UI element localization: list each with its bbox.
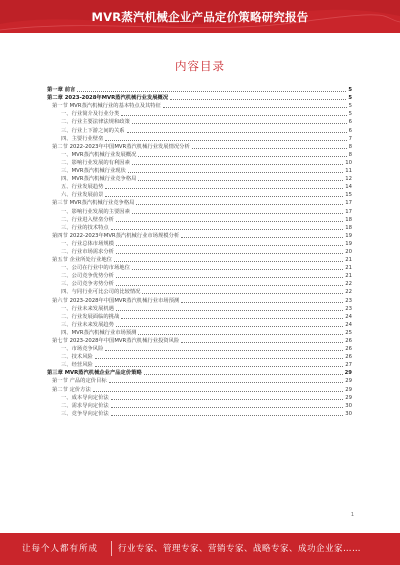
toc-entry[interactable] <box>47 143 352 151</box>
toc-entry[interactable] <box>47 385 352 393</box>
toc-dot-leader <box>111 415 344 416</box>
toc-dot-leader <box>105 350 343 351</box>
toc-entry-text: 第二节 定价方法 <box>52 386 91 393</box>
toc-entry-page: 14 <box>345 184 352 191</box>
toc-entry[interactable] <box>47 296 352 304</box>
toc-entry-text: 四、MVR蒸汽机械行业竞争格局 <box>61 176 137 183</box>
toc-entry-text: 三、行业未来发展趋势 <box>61 321 114 328</box>
toc-entry[interactable] <box>47 135 352 143</box>
toc-entry-text: 三、竞争导向定价法 <box>61 410 109 417</box>
toc-dot-leader <box>192 148 347 149</box>
toc-dot-leader <box>116 245 343 246</box>
toc-entry[interactable] <box>47 313 352 321</box>
toc-entry[interactable] <box>47 256 352 264</box>
toc-dot-leader <box>181 302 343 303</box>
toc-entry-text: 三、行业的技术特点 <box>61 224 109 231</box>
toc-entry-text: 二、需求导向定价法 <box>61 402 109 409</box>
toc-entry[interactable] <box>47 240 352 248</box>
toc-entry-text: 第三节 MVR蒸汽机械行业竞争格局 <box>52 200 135 207</box>
toc-entry-page: 17 <box>345 208 352 215</box>
toc-dot-leader <box>116 326 343 327</box>
toc-entry[interactable] <box>47 377 352 385</box>
toc-entry-text: 一、影响行业发展的主要因素 <box>61 208 130 215</box>
toc-dot-leader <box>105 140 346 141</box>
toc-entry[interactable] <box>47 183 352 191</box>
toc-entry-text: 第三章 MVR蒸汽机械企业产品定价策略 <box>47 370 142 377</box>
toc-entry-page: 23 <box>345 297 352 304</box>
toc-entry-page: 30 <box>345 402 352 409</box>
toc-entry[interactable] <box>47 110 352 118</box>
toc-entry-page: 7 <box>348 135 352 142</box>
toc-entry-text: 三、行业上下游之间的关系 <box>61 127 125 134</box>
toc-dot-leader <box>136 204 343 205</box>
toc-dot-leader <box>111 229 344 230</box>
toc-entry-text: 一、市场竞争风险 <box>61 346 104 353</box>
toc-dot-leader <box>144 374 343 375</box>
toc-entry-text: 第六节 2023-2028年中国MVR蒸汽机械行业市场预测 <box>52 297 180 304</box>
toc-entry-text: 第二节 2022-2023年中国MVR蒸汽机械行业发展情况分析 <box>52 143 190 150</box>
toc-dot-leader <box>138 180 343 181</box>
toc-entry[interactable] <box>47 321 352 329</box>
toc-entry[interactable] <box>47 86 352 94</box>
toc-entry[interactable] <box>47 167 352 175</box>
toc-entry[interactable] <box>47 224 352 232</box>
toc-entry[interactable] <box>47 207 352 215</box>
toc-dot-leader <box>132 269 343 270</box>
toc-entry-text: 二、行业主要法律法规和政策 <box>61 119 130 126</box>
toc-entry-page: 15 <box>345 192 352 199</box>
toc-entry-text: 四、主要行业壁垒 <box>61 135 104 142</box>
toc-entry-text: 一、行业简介及行业分类 <box>61 111 120 118</box>
toc-entry-text: 二、行业发展面临的挑战 <box>61 313 120 320</box>
toc-entry[interactable] <box>47 329 352 337</box>
toc-entry-text: 四、与同行业可比公司的比较情况 <box>61 289 141 296</box>
toc-dot-leader <box>111 399 344 400</box>
toc-dot-leader <box>121 318 343 319</box>
toc-entry-page: 29 <box>345 378 352 385</box>
toc-entry[interactable] <box>47 410 352 418</box>
toc-entry[interactable] <box>47 199 352 207</box>
footer-slogan: 让每个人都有所成 <box>22 544 99 554</box>
toc-dot-leader <box>93 391 343 392</box>
toc-entry-text: 二、影响行业发展的有利因素 <box>61 159 130 166</box>
footer-divider <box>111 541 112 556</box>
toc-entry-text: 第五节 企业所处行业地位 <box>52 257 112 264</box>
toc-dot-leader <box>181 237 343 238</box>
toc-entry-text: 五、行业发展趋势 <box>61 184 104 191</box>
toc-entry-text: 一、行业总体市场规模 <box>61 240 114 247</box>
toc-entry-page: 26 <box>345 346 352 353</box>
toc-entry-page: 5 <box>348 87 352 94</box>
toc-entry[interactable] <box>47 272 352 280</box>
toc-entry[interactable] <box>47 118 352 126</box>
toc-dot-leader <box>116 285 343 286</box>
toc-entry-page: 5 <box>348 103 352 110</box>
toc-entry-text: 第二章 2023-2028年MVR蒸汽机械行业发展概况 <box>47 95 169 102</box>
toc-entry[interactable] <box>47 394 352 402</box>
toc-entry[interactable] <box>47 280 352 288</box>
report-title: MVR蒸汽机械企业产品定价策略研究报告 <box>91 10 309 24</box>
toc-entry-page: 17 <box>345 200 352 207</box>
toc-dot-leader <box>138 334 343 335</box>
toc-dot-leader <box>170 99 346 100</box>
table-of-contents <box>47 86 352 418</box>
toc-entry-page: 12 <box>345 176 352 183</box>
toc-entry-page: 23 <box>345 305 352 312</box>
toc-entry-page: 26 <box>345 338 352 344</box>
toc-entry-page: 19 <box>345 240 352 247</box>
page-number: 1 <box>350 512 354 518</box>
toc-entry-page: 21 <box>345 273 352 280</box>
toc-entry-page: 6 <box>348 127 352 134</box>
toc-entry-page: 25 <box>345 329 352 336</box>
toc-entry[interactable] <box>47 126 352 134</box>
toc-entry[interactable] <box>47 264 352 272</box>
toc-dot-leader <box>116 310 343 311</box>
toc-dot-leader <box>95 358 343 359</box>
toc-dot-leader <box>127 132 347 133</box>
toc-entry[interactable] <box>47 151 352 159</box>
toc-dot-leader <box>163 107 347 108</box>
toc-entry[interactable] <box>47 248 352 256</box>
toc-entry-page: 24 <box>345 321 352 328</box>
toc-entry[interactable] <box>47 402 352 410</box>
toc-entry-text: 二、技术风险 <box>61 354 93 361</box>
toc-entry-page: 22 <box>345 289 352 296</box>
toc-dot-leader <box>121 115 346 116</box>
toc-dot-leader <box>181 342 343 343</box>
toc-heading: 内容目录 <box>175 59 225 73</box>
toc-entry[interactable] <box>47 288 352 296</box>
toc-dot-leader <box>142 293 343 294</box>
toc-dot-leader <box>111 407 344 408</box>
toc-entry-page: 19 <box>345 232 352 239</box>
toc-entry[interactable] <box>47 337 352 345</box>
toc-entry[interactable] <box>47 159 352 167</box>
toc-entry[interactable] <box>47 353 352 361</box>
toc-entry-text: 一、行业未来发展机遇 <box>61 305 114 312</box>
toc-entry-text: 二、行业市场需求分析 <box>61 248 114 255</box>
toc-dot-leader <box>77 91 346 92</box>
toc-dot-leader <box>105 188 343 189</box>
header-banner <box>0 0 400 33</box>
toc-entry-text: 三、公司竞争劣势分析 <box>61 281 114 288</box>
footer-roles: 行业专家、管理专家、营销专家、战略专家、成功企业家…… <box>118 544 362 554</box>
toc-entry[interactable] <box>47 94 352 102</box>
toc-entry[interactable] <box>47 305 352 313</box>
toc-entry-page: 30 <box>345 410 352 417</box>
toc-entry-text: 第一节 MVR蒸汽机械行业的基本特点及其特征 <box>52 103 161 110</box>
toc-dot-leader <box>116 221 343 222</box>
toc-dot-leader <box>132 123 347 124</box>
footer-banner <box>0 533 400 565</box>
toc-entry-page: 29 <box>345 394 352 401</box>
toc-dot-leader <box>114 261 343 262</box>
toc-entry-text: 二、公司竞争优势分析 <box>61 273 114 280</box>
toc-entry[interactable] <box>47 369 352 377</box>
toc-entry-page: 8 <box>348 143 352 150</box>
toc-dot-leader <box>109 382 344 383</box>
toc-dot-leader <box>105 196 343 197</box>
toc-entry[interactable] <box>47 102 352 110</box>
toc-entry-text: 三、MVR蒸汽机械行业现状 <box>61 168 126 175</box>
toc-entry-page: 22 <box>345 281 352 288</box>
toc-entry-page: 5 <box>348 95 352 102</box>
toc-entry-text: 一、成本导向定价法 <box>61 394 109 401</box>
toc-dot-leader <box>128 172 343 173</box>
toc-entry-page: 24 <box>345 313 352 320</box>
toc-entry-text: 第一章 前言 <box>47 87 76 94</box>
toc-entry-text: 二、行业进入壁垒分析 <box>61 216 114 223</box>
toc-entry-text: 六、行业发展前景 <box>61 192 104 199</box>
toc-entry[interactable] <box>47 345 352 353</box>
toc-entry-page: 26 <box>345 354 352 361</box>
toc-entry-page: 18 <box>345 216 352 223</box>
toc-entry-text: 一、MVR蒸汽机械行业发展概况 <box>61 151 137 158</box>
toc-entry-page: 10 <box>345 159 352 166</box>
toc-entry[interactable] <box>47 191 352 199</box>
toc-entry-text: 三、经营风险 <box>61 362 93 369</box>
toc-entry-page: 29 <box>345 386 352 393</box>
toc-entry-text: 第四节 2022-2023年MVR蒸汽机械行业市场规模分析 <box>52 232 180 239</box>
toc-dot-leader <box>116 277 343 278</box>
toc-entry[interactable] <box>47 216 352 224</box>
toc-dot-leader <box>138 156 346 157</box>
toc-dot-leader <box>132 164 343 165</box>
toc-entry-text: 四、MVR蒸汽机械行业市场预测 <box>61 329 137 336</box>
toc-dot-leader <box>116 253 343 254</box>
toc-entry-page: 8 <box>348 151 352 158</box>
toc-entry[interactable] <box>47 175 352 183</box>
toc-dot-leader <box>132 213 343 214</box>
toc-entry-page: 18 <box>345 224 352 231</box>
toc-entry-page: 29 <box>344 370 352 377</box>
toc-entry-text: 第一节 产品的定价目标 <box>52 378 107 385</box>
toc-entry[interactable] <box>47 232 352 240</box>
toc-entry-page: 20 <box>345 248 352 255</box>
toc-entry-page: 11 <box>345 168 352 175</box>
toc-entry-page: 5 <box>348 111 352 118</box>
toc-entry-page: 27 <box>345 362 352 369</box>
toc-entry-page: 6 <box>348 119 352 126</box>
toc-entry[interactable] <box>47 361 352 369</box>
toc-entry-text: 第七节 2023-2028年中国MVR蒸汽机械行业投资风险 <box>52 338 180 344</box>
toc-entry-page: 21 <box>345 257 352 264</box>
toc-entry-text: 一、公司在行业中的市场地位 <box>61 265 130 272</box>
toc-dot-leader <box>95 366 343 367</box>
toc-entry-page: 21 <box>345 265 352 272</box>
